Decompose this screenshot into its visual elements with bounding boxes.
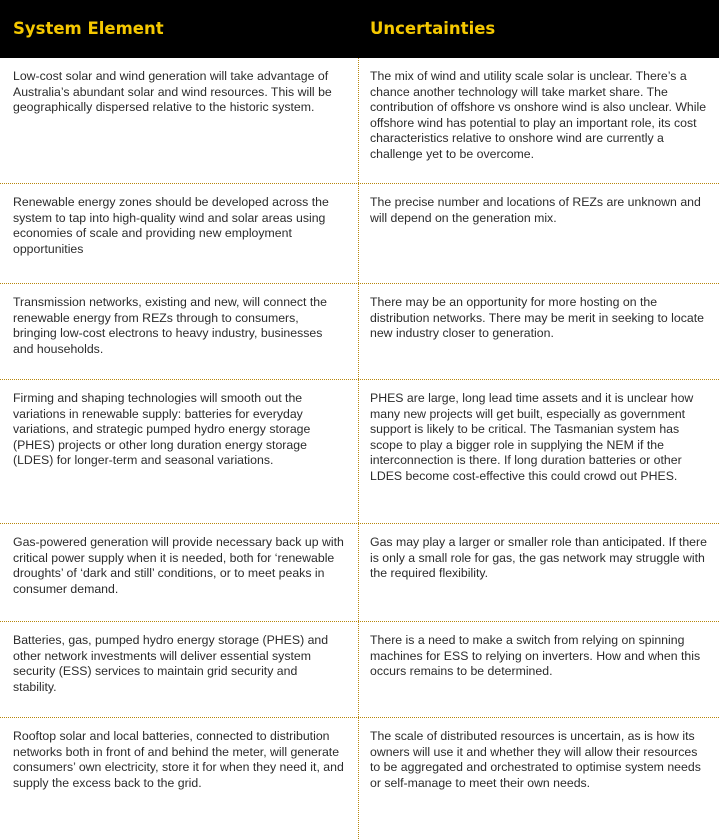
uncertainty-cell: The mix of wind and utility scale solar is unclear. There’s a chance another technology will take market share. The contribution of offshore vs onshore wind is also unclear. While offshore wind has potential to play an important role, its cost characteristics relative to onshore wind are currently a challenge yet to be overcome. (370, 69, 707, 161)
header-system-element: System Element (13, 19, 164, 38)
system-element-cell: Renewable energy zones should be developed across the system to tap into high-quality wind and solar areas using economies of scale and providing new employment opportunities (0, 184, 359, 283)
uncertainty-cell: The scale of distributed resources is uncertain, as is how its owners will use it and whether they will allow their resources to be aggregated and orchestrated to optimise system needs or self-manage to meet their own needs. (370, 729, 701, 790)
table-row (0, 58, 719, 184)
table-row (0, 380, 719, 524)
system-element-cell: Firming and shaping technologies will smooth out the variations in renewable supply: batteries for everyday variations, and strategic pumped hydro energy storage (PHES) projects or other long duration energy storage (LDES) for longer-term and seasonal variations. (0, 380, 359, 523)
uncertainty-cell: PHES are large, long lead time assets and it is unclear how many new projects will get built, especially as government support is likely to be critical. The Tasmanian system has scope to play a bigger role in supplying the NEM if the interconnection is there. If long duration batteries or other LDES become cost-effective this could crowd out PHES. (370, 391, 694, 483)
system-element-cell: Batteries, gas, pumped hydro energy storage (PHES) and other network investments will deliver essential system security (ESS) services to maintain grid security and stability. (0, 622, 359, 717)
uncertainty-cell: The precise number and locations of REZs are unknown and will depend on the generation mix. (370, 195, 701, 225)
system-element-cell: Transmission networks, existing and new, will connect the renewable energy from REZs through to consumers, bringing low-cost electrons to heavy industry, businesses and households. (0, 284, 359, 379)
table-row (0, 524, 719, 622)
table-header (0, 0, 719, 58)
table-row (0, 622, 719, 718)
uncertainty-cell: There may be an opportunity for more hosting on the distribution networks. There may be merit in seeking to locate new industry closer to generation. (370, 295, 704, 341)
system-element-cell: Rooftop solar and local batteries, connected to distribution networks both in front of and behind the meter, will generate consumers’ own electricity, store it for when they need it, and supply the excess back to the grid. (0, 718, 359, 839)
table-row (0, 718, 719, 839)
system-element-cell: Low-cost solar and wind generation will take advantage of Australia’s abundant solar and wind resources. This will be geographically dispersed relative to the historic system. (0, 58, 359, 183)
table-row (0, 284, 719, 380)
uncertainty-cell: There is a need to make a switch from relying on spinning machines for ESS to relying on inverters. How and when this occurs remains to be determined. (370, 633, 701, 679)
system-element-cell: Gas-powered generation will provide necessary back up with critical power supply when it is needed, both for ‘renewable droughts’ of ‘dark and still’ conditions, or to meet peaks in consumer demand. (0, 524, 359, 621)
uncertainty-cell: Gas may play a larger or smaller role than anticipated. If there is only a small role for gas, the gas network may struggle with the required flexibility. (370, 535, 707, 581)
header-uncertainties: Uncertainties (370, 19, 496, 38)
table-row (0, 184, 719, 284)
